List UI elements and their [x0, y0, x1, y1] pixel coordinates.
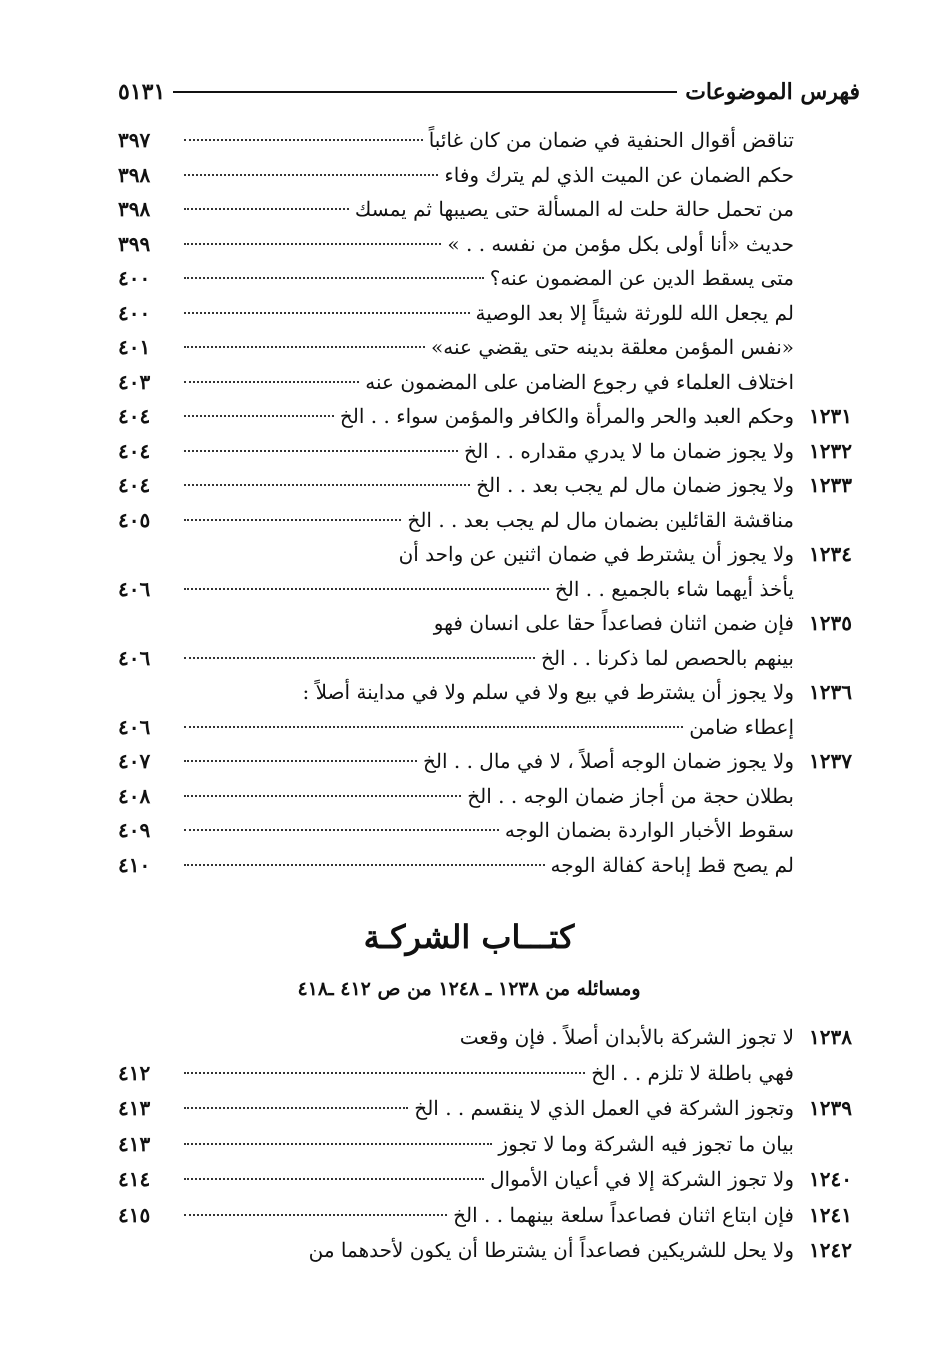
entry-text: بطلان حجة من أجاز ضمان الوجه . . الخ — [467, 783, 794, 808]
index-entry — [118, 1238, 852, 1274]
dot-leader — [184, 208, 349, 210]
index-entry — [118, 577, 852, 612]
dot-leader — [184, 243, 441, 245]
index-entry — [118, 646, 852, 681]
index-entry — [118, 301, 852, 336]
entry-page-number: ٤٠٦ — [118, 645, 151, 670]
index-entry — [118, 439, 852, 474]
dot-leader — [184, 174, 438, 176]
dot-leader — [184, 1178, 484, 1180]
dot-leader — [184, 1107, 408, 1109]
index-entry — [118, 1096, 852, 1132]
index-entry — [118, 266, 852, 301]
entry-page-number: ٤١٣ — [118, 1096, 151, 1120]
index-entry — [118, 128, 852, 163]
index-entry — [118, 542, 852, 577]
index-entry — [118, 370, 852, 405]
entry-number: ١٢٣٨ — [809, 1025, 852, 1049]
section-title: كتـــاب الشركـة — [363, 918, 575, 956]
dot-leader — [184, 381, 359, 383]
entry-page-number: ٤٠٤ — [118, 404, 151, 428]
index-entry — [118, 1061, 852, 1097]
entry-page-number: ٤٠٦ — [118, 576, 151, 601]
dot-leader — [184, 277, 484, 279]
entry-text: سقوط الأخبار الواردة بضمان الوجه — [504, 818, 794, 842]
index-entry — [118, 1167, 852, 1203]
dot-leader — [184, 864, 545, 866]
entry-text: فإن ابتاع اثنان فصاعداً سلعة بينهما . . الخ — [453, 1202, 794, 1227]
entry-text: وتجوز الشركة في العمل الذي لا ينقسم . . الخ — [414, 1096, 794, 1120]
entry-page-number: ٤٠٠ — [118, 266, 151, 290]
dot-leader — [184, 415, 334, 417]
index-entry — [118, 335, 852, 370]
index-entry — [118, 853, 852, 888]
entry-text: مناقشة القائلين بضمان مال لم يجب بعد . . الخ — [407, 507, 794, 532]
entry-number: ١٢٣١ — [809, 404, 852, 428]
entry-page-number: ٤٠٤ — [118, 473, 151, 497]
entry-number: ١٢٣٤ — [809, 542, 852, 566]
entry-text: ولا يجوز ضمان مال لم يجب بعد . . الخ — [476, 473, 794, 497]
entry-text: ولا يجوز ضمان الوجه أصلاً ، لا في مال . . الخ — [422, 749, 794, 773]
index-entry — [118, 197, 852, 232]
index-entry — [118, 1025, 852, 1061]
entry-text: حكم الضمان عن الميت الذي لم يترك وفاء — [444, 162, 794, 187]
index-entry — [118, 749, 852, 784]
dot-leader — [184, 657, 535, 659]
index-entry — [118, 611, 852, 646]
dot-leader — [184, 139, 423, 141]
dot-leader — [184, 450, 458, 452]
entry-number: ١٢٣٢ — [809, 438, 852, 463]
index-entry — [118, 1132, 852, 1168]
entry-text: ولا يجوز ضمان ما لا يدري مقداره . . الخ — [464, 438, 794, 463]
entry-number: ١٢٤٠ — [809, 1167, 852, 1191]
index-list-2 — [118, 1025, 852, 1274]
entry-number: ١٢٣٣ — [809, 473, 852, 497]
dot-leader — [184, 1143, 492, 1145]
entry-text: حديث «أنا أولى بكل مؤمن من نفسه . . » — [447, 231, 794, 256]
entry-page-number: ٤٠٨ — [118, 783, 151, 808]
dot-leader — [184, 484, 470, 486]
dot-leader — [184, 519, 401, 521]
entry-page-number: ٤٠١ — [118, 335, 151, 359]
index-entry — [118, 404, 852, 439]
entry-text: ولا يجوز أن يشترط في ضمان اثنين عن واحد أن — [398, 542, 794, 566]
entry-page-number: ٤٠٩ — [118, 818, 151, 842]
entry-text: إعطاء ضامن — [689, 714, 794, 739]
page-header — [118, 72, 860, 112]
entry-text: ولا يجوز أن يشترط في بيع ولا في سلم ولا في مداينة أصلاً : — [302, 680, 794, 704]
entry-page-number: ٤١٤ — [118, 1167, 151, 1191]
index-entry — [118, 163, 852, 198]
dot-leader — [184, 1214, 447, 1216]
dot-leader — [184, 1072, 585, 1074]
dot-leader — [184, 346, 425, 348]
index-entry — [118, 818, 852, 853]
dot-leader — [184, 312, 470, 314]
entry-text: ولا يحل للشريكين فصاعداً أن يشترطا أن يكون لأحدهما من — [308, 1238, 794, 1262]
index-entry — [118, 232, 852, 267]
entry-text: تناقض أقوال الحنفية في ضمان من كان غائباً — [428, 128, 794, 152]
entry-text: لم يجعل الله للورثة شيئاً إلا بعد الوصية — [475, 300, 794, 325]
entry-page-number: ٤٠٦ — [118, 714, 151, 739]
index-entry — [118, 784, 852, 819]
entry-page-number: ٤٠٥ — [118, 507, 151, 532]
dot-leader — [184, 726, 683, 728]
entry-text: من تحمل حالة حلت له المسألة حتى يصيبها ثم يمسك — [354, 197, 794, 221]
entry-text: اختلاف العلماء في رجوع الضامن على المضمون عنه — [365, 369, 794, 394]
entry-text: يأخذ أيهما شاء بالجميع . . الخ — [554, 576, 794, 601]
entry-text: بيان ما تجوز فيه الشركة وما لا تجوز — [498, 1131, 794, 1156]
entry-number: ١٢٣٥ — [809, 611, 852, 635]
entry-number: ١٢٣٧ — [809, 749, 852, 773]
entry-text: «نفس المؤمن معلقة بدينه حتى يقضي عنه» — [431, 335, 794, 359]
entry-text: فإن ضمن اثنان فصاعداً حقا على انسان فهو — [433, 611, 794, 635]
entry-number: ١٢٣٩ — [809, 1096, 852, 1120]
header-page-number: ٥١٣١ — [118, 79, 166, 105]
entry-page-number: ٤١٥ — [118, 1202, 151, 1227]
entry-text: ولا تجوز الشركة إلا في أعيان الأموال — [489, 1167, 794, 1191]
header-rule — [173, 91, 677, 93]
index-entry — [118, 680, 852, 715]
entry-page-number: ٣٩٨ — [118, 162, 151, 187]
entry-page-number: ٤١٣ — [118, 1131, 151, 1156]
index-entry — [118, 715, 852, 750]
dot-leader — [184, 588, 549, 590]
entry-text: لم يصح قط إباحة كفالة الوجه — [550, 852, 794, 877]
entry-page-number: ٤١٠ — [118, 852, 151, 877]
dot-leader — [184, 760, 417, 762]
entry-page-number: ٤٠٣ — [118, 369, 151, 394]
index-entry — [118, 1203, 852, 1239]
entry-text: متى يسقط الدين عن المضمون عنه؟ — [489, 266, 794, 290]
entry-page-number: ٣٩٩ — [118, 231, 151, 256]
entry-number: ١٢٤١ — [809, 1202, 852, 1227]
index-entry — [118, 473, 852, 508]
entry-text: فهي باطلة لا تلزم . . الخ — [591, 1060, 794, 1085]
entry-number: ١٢٣٦ — [809, 680, 852, 704]
entry-page-number: ٣٩٨ — [118, 197, 151, 221]
section-subtitle: ومسائله من ١٢٣٨ ـ ١٢٤٨ من ص ٤١٢ ـ٤١٨ — [297, 978, 641, 1000]
dot-leader — [184, 829, 499, 831]
dot-leader — [184, 795, 461, 797]
index-list-1 — [118, 128, 852, 887]
entry-page-number: ٤٠٤ — [118, 438, 151, 463]
index-entry — [118, 508, 852, 543]
entry-text: لا تجوز الشركة بالأبدان أصلاً . فإن وقعت — [459, 1025, 794, 1049]
entry-text: وحكم العبد والحر والمرأة والكافر والمؤمن سواء . . الخ — [339, 404, 794, 428]
entry-page-number: ٤٠٧ — [118, 749, 151, 773]
entry-number: ١٢٤٢ — [809, 1238, 852, 1262]
header-title: فهرس الموضوعات — [685, 79, 860, 105]
entry-page-number: ٤٠٠ — [118, 300, 151, 325]
entry-text: بينهم بالحصص لما ذكرنا . . الخ — [541, 645, 794, 670]
entry-page-number: ٣٩٧ — [118, 128, 151, 152]
entry-page-number: ٤١٢ — [118, 1060, 151, 1085]
